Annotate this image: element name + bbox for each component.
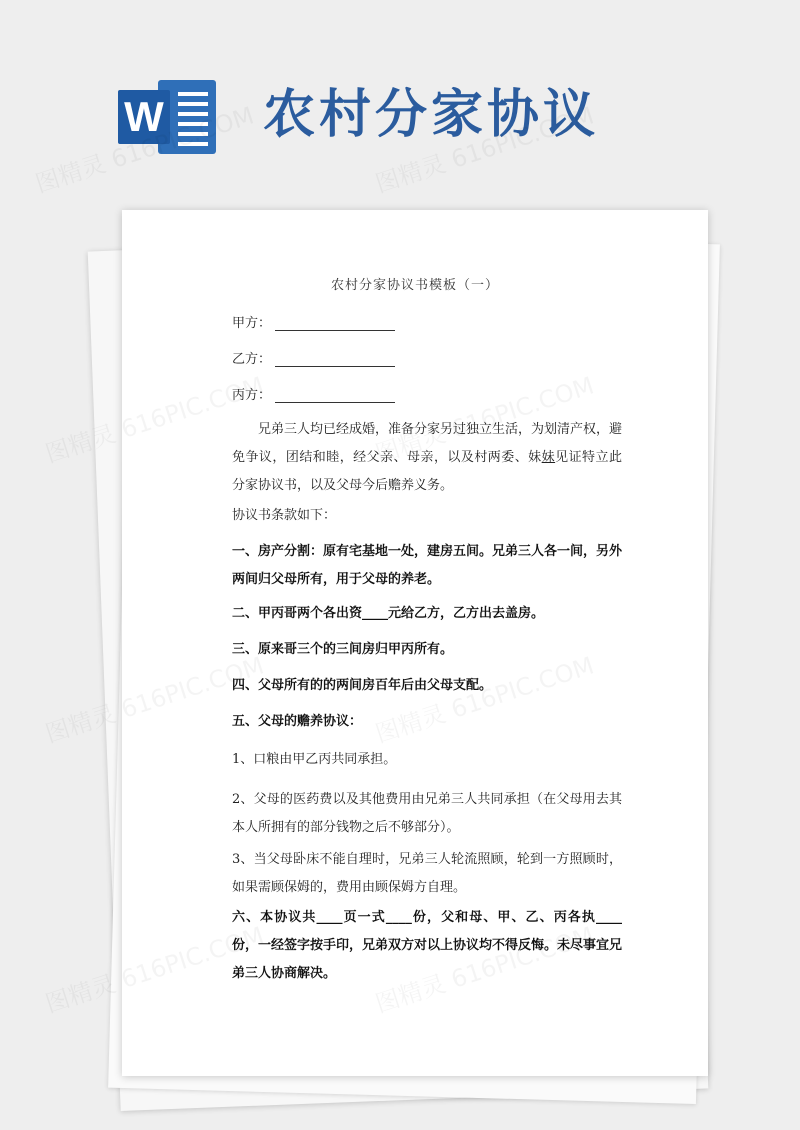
word-letter: W xyxy=(118,90,170,144)
clause-5-item-1: 1、口粮由甲乙丙共同承担。 xyxy=(232,752,397,767)
clause-5: 五、父母的赡养协议： xyxy=(232,714,363,729)
clauses-intro: 协议书条款如下： xyxy=(232,508,337,523)
party-a-line xyxy=(232,312,395,331)
party-a-blank xyxy=(275,318,395,331)
clause-2: 二、甲丙哥两个各出资____元给乙方，乙方出去盖房。 xyxy=(232,606,545,621)
clause-5-item-2: 2、父母的医药费以及其他费用由兄弟三人共同承担（在父母用去其本人所拥有的部分钱物之后不够部分）。 xyxy=(232,792,622,835)
party-b-line xyxy=(232,348,395,367)
party-c-line xyxy=(232,384,395,403)
intro-paragraph: 兄弟三人均已经成婚，准备分家另过独立生活，为划清产权，避免争议，团结和睦，经父亲、母亲，以及村两委、妹妹见证特立此分家协议书，以及父母今后赡养义务。 xyxy=(232,422,623,493)
clause-3: 三、原来哥三个的三间房归甲丙所有。 xyxy=(232,642,454,657)
clause-1: 一、房产分割：原有宅基地一处，建房五间。兄弟三人各一间，另外两间归父母所有，用于父母的养老。 xyxy=(232,544,623,587)
party-b-blank xyxy=(275,354,395,367)
party-c-label: 丙方： xyxy=(232,388,272,403)
document-page xyxy=(122,210,708,1076)
party-b-label: 乙方： xyxy=(232,352,272,367)
page-title: 农村分家协议 xyxy=(263,85,600,145)
header xyxy=(0,0,800,200)
clause-6: 六、本协议共____页一式____份，父和母、甲、乙、丙各执____份，一经签字按手印，兄弟双方对以上协议均不得反悔。未尽事宜兄弟三人协商解决。 xyxy=(232,910,623,981)
document-heading: 农村分家协议书模板（一） xyxy=(330,278,499,293)
clause-5-item-3: 3、当父母卧床不能自理时，兄弟三人轮流照顾，轮到一方照顾时，如果需顾保姆的，费用由顾保姆方自理。 xyxy=(232,852,622,895)
word-icon xyxy=(118,78,218,158)
clause-4: 四、父母所有的的两间房百年后由父母支配。 xyxy=(232,678,493,693)
party-a-label: 甲方： xyxy=(232,316,272,331)
party-c-blank xyxy=(275,390,395,403)
